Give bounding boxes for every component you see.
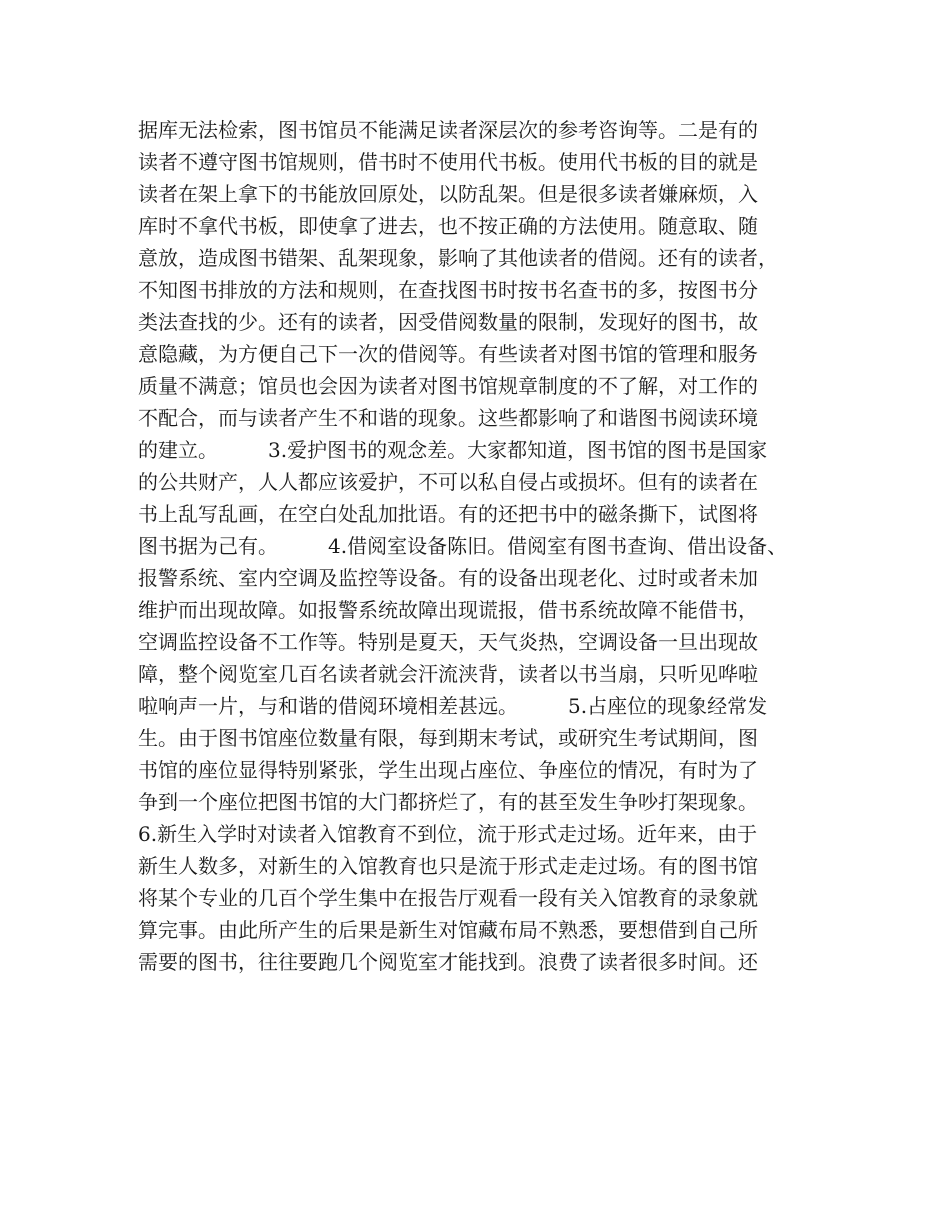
text-line: 书馆的座位显得特别紧张，学生出现占座位、争座位的情况，有时为了 — [138, 758, 758, 782]
text-line: 书上乱写乱画，在空白处乱加批语。有的还把书中的磁条撕下，试图将 — [138, 502, 758, 526]
text-line: 读者不遵守图书馆规则，借书时不使用代书板。使用代书板的目的就是 — [138, 150, 758, 174]
text-line: 障，整个阅览室几百名读者就会汗流浃背，读者以书当扇，只听见哗啦 — [138, 662, 758, 686]
text-line: 类法查找的少。还有的读者，因受借阅数量的限制，发现好的图书，故 — [138, 310, 758, 334]
text-line: 质量不满意；馆员也会因为读者对图书馆规章制度的不了解，对工作的 — [138, 374, 758, 398]
text-line: 6.新生入学时对读者入馆教育不到位，流于形式走过场。近年来，由于 — [138, 822, 758, 846]
text-line: 啦响声一片，与和谐的借阅环境相差甚远。 5.占座位的现象经常发 — [138, 694, 768, 718]
text-line: 不知图书排放的方法和规则，在查找图书时按书名查书的多，按图书分 — [138, 278, 758, 302]
body-text — [138, 114, 828, 978]
text-line: 新生人数多，对新生的入馆教育也只是流于形式走走过场。有的图书馆 — [138, 854, 758, 878]
text-line: 需要的图书，往往要跑几个阅览室才能找到。浪费了读者很多时间。还 — [138, 950, 758, 974]
text-line: 意隐藏，为方便自己下一次的借阅等。有些读者对图书馆的管理和服务 — [138, 342, 758, 366]
text-line: 图书据为己有。 4.借阅室设备陈旧。借阅室有图书查询、借出设备、 — [138, 534, 788, 558]
text-line: 的建立。 3.爱护图书的观念差。大家都知道，图书馆的图书是国家 — [138, 438, 768, 462]
text-line: 的公共财产，人人都应该爱护，不可以私自侵占或损坏。但有的读者在 — [138, 470, 758, 494]
text-line: 维护而出现故障。如报警系统故障出现谎报，借书系统故障不能借书， — [138, 598, 758, 622]
text-line: 争到一个座位把图书馆的大门都挤烂了，有的甚至发生争吵打架现象。 — [138, 790, 758, 814]
text-line: 不配合，而与读者产生不和谐的现象。这些都影响了和谐图书阅读环境 — [138, 406, 758, 430]
text-line: 报警系统、室内空调及监控等设备。有的设备出现老化、过时或者未加 — [138, 566, 758, 590]
text-line: 空调监控设备不工作等。特别是夏天，天气炎热，空调设备一旦出现故 — [138, 630, 758, 654]
text-line: 算完事。由此所产生的后果是新生对馆藏布局不熟悉，要想借到自己所 — [138, 918, 758, 942]
text-line: 将某个专业的几百个学生集中在报告厅观看一段有关入馆教育的录象就 — [138, 886, 758, 910]
text-line: 意放，造成图书错架、乱架现象，影响了其他读者的借阅。还有的读者， — [138, 246, 778, 270]
text-line: 库时不拿代书板，即使拿了进去，也不按正确的方法使用。随意取、随 — [138, 214, 758, 238]
text-line: 读者在架上拿下的书能放回原处，以防乱架。但是很多读者嫌麻烦，入 — [138, 182, 758, 206]
text-line: 据库无法检索，图书馆员不能满足读者深层次的参考咨询等。二是有的 — [138, 118, 758, 142]
text-line: 生。由于图书馆座位数量有限，每到期末考试，或研究生考试期间，图 — [138, 726, 758, 750]
